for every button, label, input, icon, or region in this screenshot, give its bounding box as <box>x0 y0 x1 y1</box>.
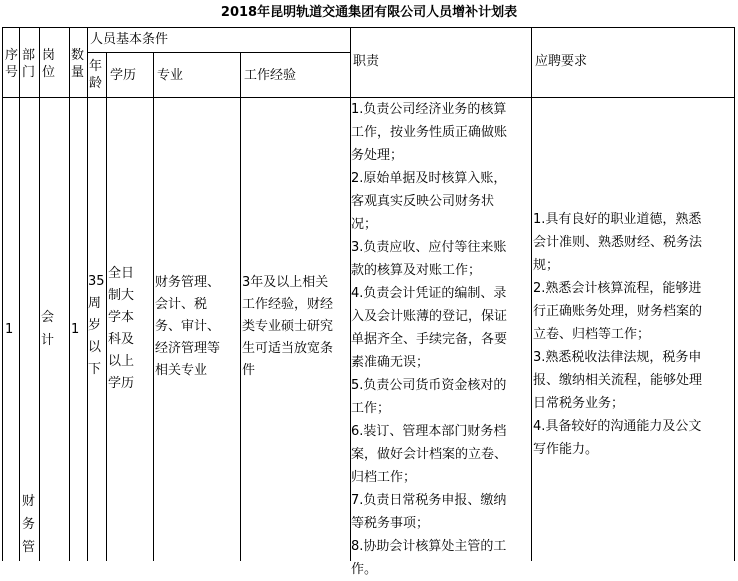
cell-education: 全日 制大 学本 科及 以上 学历 <box>108 266 135 391</box>
header-education: 学历 <box>110 68 137 83</box>
cell-post: 会 计 <box>41 310 55 348</box>
header-dept: 部 门 <box>22 48 36 80</box>
grid-line <box>87 52 350 53</box>
cell-experience: 3年及以上相关 工作经验，财经 类专业硕士研究 生可适当放宽条 件 <box>242 275 334 378</box>
cell-dept: 财 务 管 <box>22 494 36 555</box>
header-basic-conditions: 人员基本条件 <box>90 32 169 47</box>
header-post: 岗 位 <box>42 48 56 80</box>
grid-line <box>19 27 20 561</box>
grid-line <box>531 27 532 561</box>
grid-line <box>734 27 735 561</box>
cell-age: 35 周 岁 以 下 <box>88 274 105 377</box>
header-major: 专业 <box>157 68 184 83</box>
grid-line <box>240 52 241 561</box>
cell-duty: 1.负责公司经济业务的核算 工作，按业务性质正确做账 务处理； 2.原始单据及时核算入账， 客观真实反映公司财务状 况； 3.负责应收、应付等往来账 款的核算及对账工作； 4.负责会计凭证的编制、录 入及会计账薄的登记，保证 单据齐全、手续完备，各要 素准确无误； 5.负责公司货币资金核对的 工作； 6.装订、管理本部门财务档 案，做好会计档案的立卷、 归档工作； 7.负责日常税务申报、缴纳 等税务事项； 8.协助会计核算处主管的工 作。 <box>351 102 508 577</box>
grid-line <box>69 27 70 561</box>
header-seq: 序 号 <box>5 48 19 80</box>
cell-seq: 1 <box>5 322 14 337</box>
grid-line <box>2 27 735 28</box>
cell-major: 财务管理、 会计、税 务、审计、 经济管理等 相关专业 <box>155 275 221 378</box>
header-duty: 职责 <box>353 54 380 69</box>
header-age: 年 龄 <box>89 59 103 91</box>
header-count: 数 量 <box>71 48 85 80</box>
grid-line <box>153 52 154 561</box>
grid-line <box>2 27 3 561</box>
cell-count: 1 <box>71 322 80 337</box>
cell-requirements: 1.具有良好的职业道德，熟悉 会计准则、熟悉财经、税务法 规； 2.熟悉会计核算流程，能够进 行正确账务处理，财务档案的 立卷、归档等工作； 3.熟悉税收法律法规，税务申 报、缴纳相关流程，能够处理 日常税务业务； 4.具备较好的沟通能力及公文 写作能力。 <box>533 212 703 457</box>
grid-line <box>39 27 40 561</box>
header-requirements: 应聘要求 <box>535 54 588 69</box>
sheet-title: 2018年昆明轨道交通集团有限公司人员增补计划表 <box>220 5 518 20</box>
grid-line <box>106 52 107 561</box>
header-experience: 工作经验 <box>244 68 297 83</box>
